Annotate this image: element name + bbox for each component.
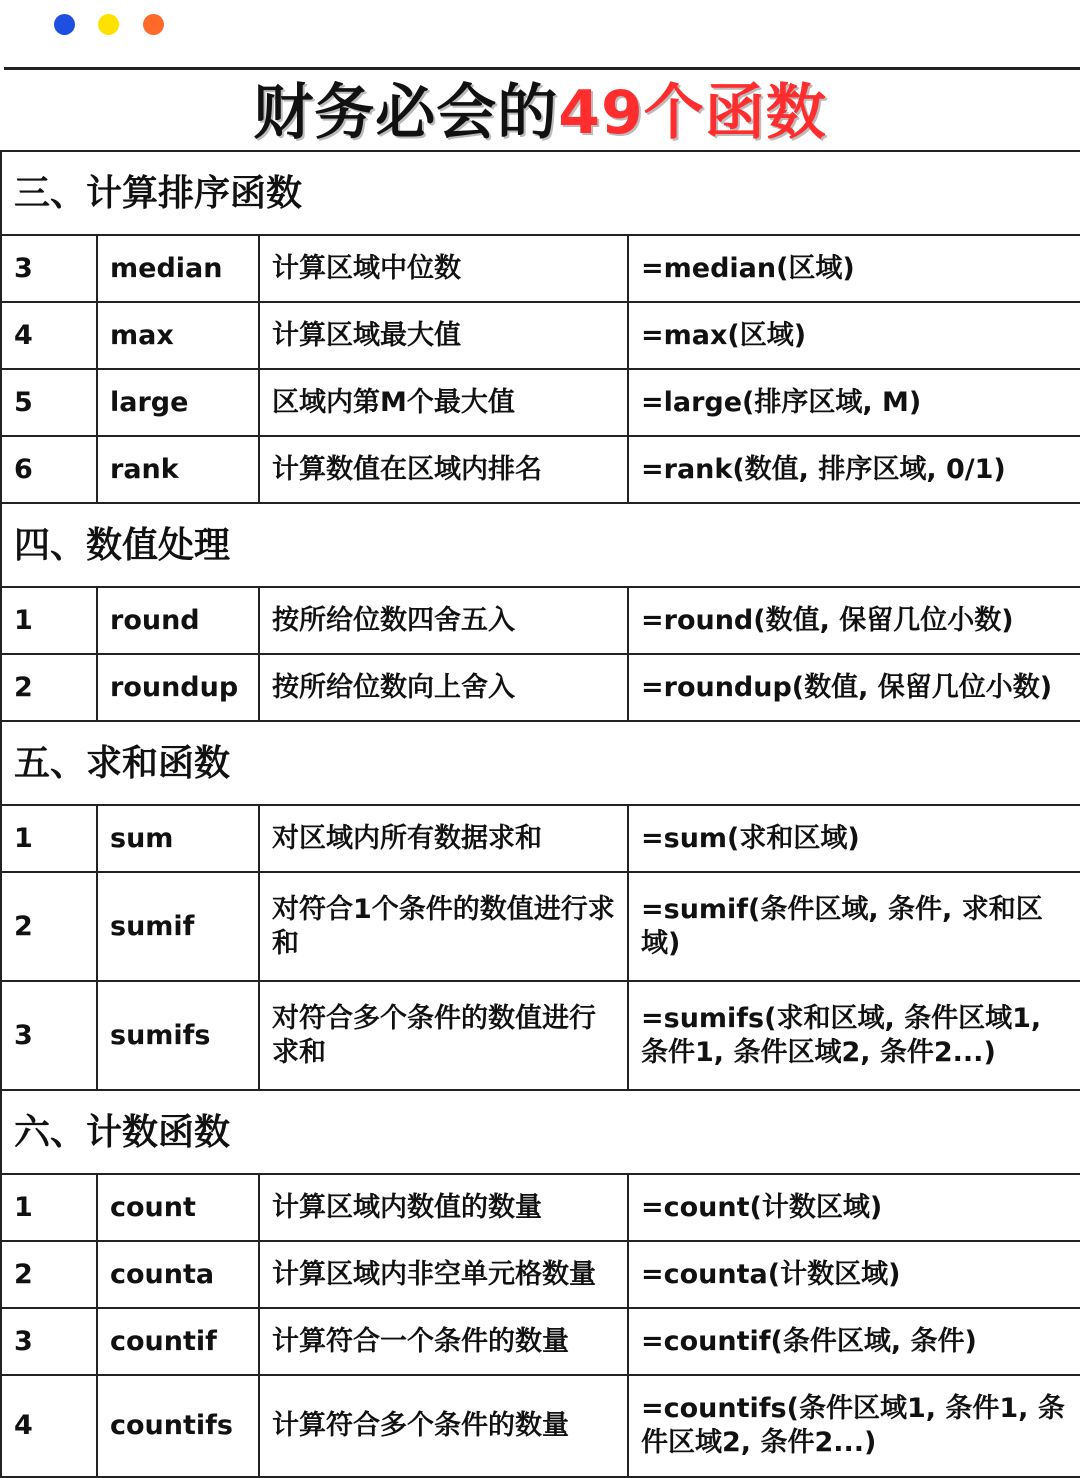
- orange-dot-icon: [143, 14, 164, 35]
- row-number: 4: [0, 303, 96, 368]
- function-name: roundup: [96, 655, 258, 720]
- function-description: 计算符合多个条件的数量: [258, 1376, 627, 1476]
- divider: [4, 67, 1080, 70]
- table-row: [0, 236, 1080, 303]
- section-heading: 六、计数函数: [0, 1091, 1080, 1175]
- function-name: rank: [96, 437, 258, 502]
- row-number: 2: [0, 873, 96, 980]
- title-red-text: 49个函数: [558, 78, 827, 148]
- function-name: counta: [96, 1242, 258, 1307]
- function-name: sumif: [96, 873, 258, 980]
- function-description: 对符合多个条件的数值进行求和: [258, 982, 627, 1089]
- function-name: large: [96, 370, 258, 435]
- function-name: round: [96, 588, 258, 653]
- function-name: sumifs: [96, 982, 258, 1089]
- function-syntax: =rank(数值, 排序区域, 0/1): [627, 437, 1080, 502]
- function-syntax: =median(区域): [627, 236, 1080, 301]
- window-titlebar: [0, 0, 1080, 68]
- function-description: 对区域内所有数据求和: [258, 806, 627, 871]
- function-name: max: [96, 303, 258, 368]
- page-title: [0, 76, 1080, 150]
- function-syntax: =sum(求和区域): [627, 806, 1080, 871]
- row-number: 5: [0, 370, 96, 435]
- function-name: countif: [96, 1309, 258, 1374]
- table-row: [0, 806, 1080, 873]
- function-table: [0, 150, 1080, 1478]
- title-dark-text: 财务必会的: [253, 78, 559, 148]
- row-number: 1: [0, 1175, 96, 1240]
- function-description: 计算数值在区域内排名: [258, 437, 627, 502]
- row-number: 3: [0, 982, 96, 1089]
- table-row: [0, 1309, 1080, 1376]
- function-name: median: [96, 236, 258, 301]
- function-syntax: =roundup(数值, 保留几位小数): [627, 655, 1080, 720]
- function-description: 计算区域内非空单元格数量: [258, 1242, 627, 1307]
- function-description: 计算区域最大值: [258, 303, 627, 368]
- function-description: 区域内第M个最大值: [258, 370, 627, 435]
- table-row: [0, 303, 1080, 370]
- table-row: [0, 1175, 1080, 1242]
- function-description: 按所给位数向上舍入: [258, 655, 627, 720]
- row-number: 2: [0, 1242, 96, 1307]
- table-row: [0, 437, 1080, 504]
- function-description: 计算符合一个条件的数量: [258, 1309, 627, 1374]
- row-number: 2: [0, 655, 96, 720]
- function-description: 计算区域中位数: [258, 236, 627, 301]
- table-row: [0, 588, 1080, 655]
- table-row: [0, 1376, 1080, 1478]
- function-description: 按所给位数四舍五入: [258, 588, 627, 653]
- function-name: countifs: [96, 1376, 258, 1476]
- function-name: count: [96, 1175, 258, 1240]
- table-row: [0, 873, 1080, 982]
- function-syntax: =sumifs(求和区域, 条件区域1, 条件1, 条件区域2, 条件2...): [627, 982, 1080, 1089]
- function-syntax: =counta(计数区域): [627, 1242, 1080, 1307]
- function-syntax: =sumif(条件区域, 条件, 求和区域): [627, 873, 1080, 980]
- row-number: 6: [0, 437, 96, 502]
- section-heading: 四、数值处理: [0, 504, 1080, 588]
- function-description: 计算区域内数值的数量: [258, 1175, 627, 1240]
- row-number: 1: [0, 806, 96, 871]
- section-heading: 三、计算排序函数: [0, 152, 1080, 236]
- table-row: [0, 655, 1080, 722]
- function-syntax: =countifs(条件区域1, 条件1, 条件区域2, 条件2...): [627, 1376, 1080, 1476]
- section-heading: 五、求和函数: [0, 722, 1080, 806]
- function-name: sum: [96, 806, 258, 871]
- blue-dot-icon: [54, 14, 75, 35]
- table-row: [0, 1242, 1080, 1309]
- function-syntax: =count(计数区域): [627, 1175, 1080, 1240]
- yellow-dot-icon: [98, 14, 119, 35]
- function-syntax: =round(数值, 保留几位小数): [627, 588, 1080, 653]
- row-number: 3: [0, 236, 96, 301]
- row-number: 3: [0, 1309, 96, 1374]
- row-number: 4: [0, 1376, 96, 1476]
- row-number: 1: [0, 588, 96, 653]
- function-syntax: =large(排序区域, M): [627, 370, 1080, 435]
- function-syntax: =max(区域): [627, 303, 1080, 368]
- table-row: [0, 370, 1080, 437]
- function-syntax: =countif(条件区域, 条件): [627, 1309, 1080, 1374]
- function-description: 对符合1个条件的数值进行求和: [258, 873, 627, 980]
- table-row: [0, 982, 1080, 1091]
